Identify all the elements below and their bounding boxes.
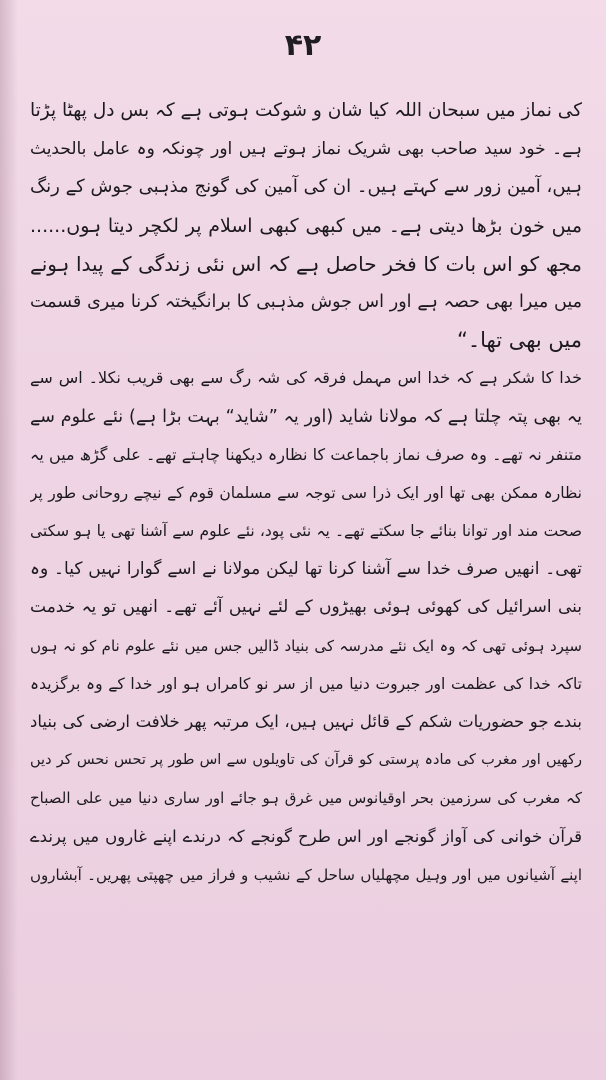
text-line: ہے۔ خود سید صاحب بھی شریک نماز ہوتے ہیں اور چونکہ وہ عامل بالحدیث — [30, 139, 582, 160]
text-line: مجھ کو اس بات کا فخر حاصل ہے کہ اس نئی زندگی کے پیدا ہونے — [30, 251, 582, 276]
text-line: ہیں، آمین زور سے کہتے ہیں۔ ان کی آمین کی گونج مذہبی جوش کے رنگ — [30, 176, 582, 198]
text-line: میں میرا بھی حصہ ہے اور اس جوش مذہبی کا برانگیختہ کرنا میری قسمت — [30, 291, 582, 312]
text-line: متنفر نہ تھے۔ وہ صرف نماز باجماعت کا نظارہ دیکھنا چاہتے تھے۔ علی گڑھ میں یہ — [30, 444, 582, 464]
text-line: میں بھی تھا۔“ — [456, 328, 582, 353]
text-line: صحت مند اور توانا بنائے جا سکتے تھے۔ یہ نئی پود، نئے علوم سے آشنا تھی یا ہو سکتی — [30, 522, 582, 541]
urdu-text-body — [30, 92, 582, 894]
text-line: بنی اسرائیل کی کھوئی ہوئی بھیڑوں کے لئے نہیں آئے تھے۔ انھیں تو یہ خدمت — [30, 597, 582, 618]
text-line: اپنے آشیانوں میں اور وہیل مچھلیاں ساحل کے نشیب و فراز میں چھپتی پھریں۔ آبشاروں — [30, 865, 582, 884]
text-line: میں خون بڑھا دیتی ہے۔ میں کبھی کبھی اسلام پر لکچر دیتا ہوں...... — [30, 214, 582, 237]
text-line: تاکہ خدا کی عظمت اور جبروت دنیا میں از سر نو کامراں ہو اور خدا کے وہ برگزیدہ — [30, 674, 582, 693]
text-line: تھی۔ انھیں صرف خدا سے آشنا کرنا تھا لیکن مولانا نے اسے گوارا نہیں کیا۔ وہ — [30, 559, 582, 580]
text-line: قرآن خوانی کی آواز گونجے اور اس طرح گونجے کہ درندے اپنے غاروں میں پرندے — [30, 826, 582, 846]
text-line: سپرد ہوئی تھی کہ وہ ایک نئے مدرسہ کی بنیاد ڈالیں جس میں نئے علوم نام کو نہ ہوں — [30, 636, 582, 655]
text-line: نظارہ ممکن بھی تھا اور ایک ذرا سی توجہ سے مسلمان قوم کے نیچے روحانی طور پر — [30, 483, 582, 502]
text-line: یہ بھی پتہ چلتا ہے کہ مولانا شاید (اور یہ ”شاید“ بہت بڑا ہے) نئے علوم سے — [30, 406, 582, 427]
text-line: کہ مغرب کی سرزمین بحر اوقیانوس میں غرق ہو جائے اور ساری دنیا میں علی الصباح — [30, 789, 582, 808]
text-line: کی نماز میں سبحان اللہ کیا شان و شوکت ہوتی ہے کہ بس دل پھٹا پڑتا — [30, 100, 582, 121]
page-number: ۴۲ — [284, 28, 322, 63]
page-edge-shadow — [0, 0, 18, 1080]
text-line: رکھیں اور مغرب کی مادہ پرستی کو قرآن کی تاویلوں سے اس طور پر تحس نحس کر دیں — [30, 752, 582, 769]
text-line: خدا کا شکر ہے کہ خدا اس مہمل فرقہ کی شہ رگ سے بھی قریب نکلا۔ اس سے — [30, 368, 582, 388]
text-line: بندے جو حضوریات شکم کے قائل نہیں ہیں، ایک مرتبہ پھر خلافت ارضی کی بنیاد — [30, 712, 582, 731]
